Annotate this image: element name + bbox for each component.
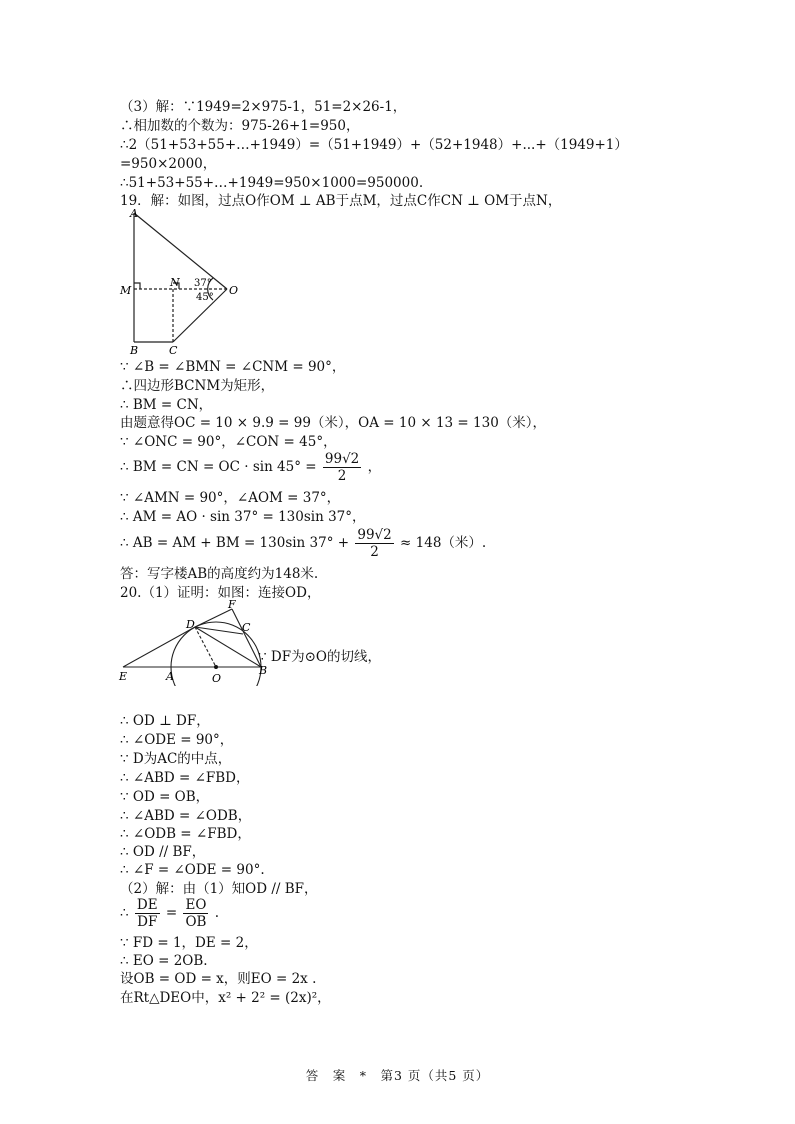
angle-label-37: 37°: [194, 278, 212, 289]
label-F: F: [228, 598, 236, 611]
text-segment: =: [165, 905, 178, 921]
fraction-numerator: 99√2: [357, 527, 392, 543]
text-line: ∴四边形BCNM为矩形，: [120, 378, 275, 394]
text-line: [120, 451, 381, 484]
circle-tangent-diagram: [115, 598, 275, 686]
label-O: O: [212, 672, 222, 685]
text-line: ∴ ∠F = ∠ODE = 90°.: [120, 862, 265, 878]
text-line: 答：写字楼AB的高度约为148米.: [120, 566, 319, 582]
label-B: B: [259, 664, 268, 677]
text-line: ∵ OD = OB，: [120, 789, 210, 805]
fraction-denominator: OB: [185, 914, 207, 930]
text-line: ∴ OD ⊥ DF，: [120, 713, 210, 729]
text-line: ∴ AM = AO · sin 37° = 130sin 37°，: [120, 509, 366, 525]
text-line: ∵ ∠ONC = 90°，∠CON = 45°，: [120, 434, 337, 450]
fraction: [355, 527, 393, 560]
text-line: 20.（1）证明：如图：连接OD，: [120, 585, 321, 601]
label-E: E: [119, 670, 128, 683]
text-segment: ≈ 148（米）.: [400, 535, 487, 551]
text-line: ∵ ∠AMN = 90°，∠AOM = 37°，: [120, 490, 341, 506]
text-line: ∵ D为AC的中点，: [120, 751, 232, 767]
text-segment: ∴ BM = CN = OC · sin 45° =: [120, 459, 317, 475]
text-line: 由题意得OC = 10 × 9.9 = 99（米），OA = 10 × 13 = 130（米），: [120, 415, 547, 431]
fraction: [323, 451, 361, 484]
label-M: M: [120, 284, 132, 297]
text-segment: ∴: [120, 905, 129, 921]
label-A: A: [130, 207, 138, 220]
fraction-numerator: 99√2: [324, 451, 360, 467]
fraction: [135, 897, 160, 930]
label-A: A: [166, 670, 174, 683]
label-C: C: [242, 621, 251, 634]
fraction-denominator: 2: [370, 544, 379, 560]
fraction-denominator: DF: [137, 914, 158, 930]
label-C: C: [169, 344, 178, 357]
fraction: [183, 897, 208, 930]
text-line: ∴51+53+55+…+1949=950×1000=950000.: [120, 175, 424, 191]
page-footer: 答 案 * 第3 页（共5 页）: [305, 1068, 490, 1083]
text-line: ∴ EO = 2OB.: [120, 953, 208, 969]
text-line: 在Rt△DEO中，x² + 2² = (2x)²，: [120, 990, 331, 1006]
text-line: ∴ ∠ODB = ∠FBD，: [120, 826, 251, 842]
text-line: [120, 527, 486, 560]
text-segment: .: [214, 905, 220, 921]
text-line: ∵ DF为⊙O的切线，: [258, 649, 381, 665]
text-line: ∴ OD // BF，: [120, 844, 206, 860]
text-line: ∴2（51+53+55+…+1949）=（51+1949）+（52+1948）+...+（1949+1）: [120, 137, 628, 153]
text-line: （2）解：由（1）知OD // BF，: [120, 881, 318, 897]
text-line: ∵ ∠B = ∠BMN = ∠CNM = 90°，: [120, 359, 346, 375]
text-line: ∴ ∠ABD = ∠ODB，: [120, 808, 252, 824]
label-O: O: [229, 284, 239, 297]
fraction-denominator: 2: [337, 468, 347, 484]
text-line: ∵ FD = 1，DE = 2，: [120, 935, 258, 951]
text-line: ∴ ∠ODE = 90°，: [120, 732, 234, 748]
text-line: 19．解：如图，过点O作OM ⊥ AB于点M，过点C作CN ⊥ OM于点N，: [120, 193, 562, 209]
fraction-numerator: EO: [185, 897, 207, 913]
text-line: 设OB = OD = x，则EO = 2x .: [120, 971, 317, 987]
text-line: ∴ ∠ABD = ∠FBD，: [120, 770, 250, 786]
label-N: N: [170, 276, 180, 289]
label-B: B: [130, 344, 139, 357]
text-line: [120, 897, 219, 930]
text-line: ∴ BM = CN，: [120, 397, 213, 413]
fraction-numerator: DE: [136, 897, 158, 913]
text-line: （3）解：∵1949=2×975-1，51=2×26-1，: [120, 99, 407, 115]
text-line: ∴相加数的个数为：975-26+1=950，: [120, 118, 360, 134]
text-segment: ∴ AB = AM + BM = 130sin 37° +: [120, 535, 350, 551]
text-segment: ，: [367, 459, 382, 475]
text-line: =950×2000，: [120, 156, 217, 172]
building-diagram: [115, 205, 245, 357]
angle-label-45: 45°: [196, 292, 214, 303]
label-D: D: [186, 618, 195, 631]
